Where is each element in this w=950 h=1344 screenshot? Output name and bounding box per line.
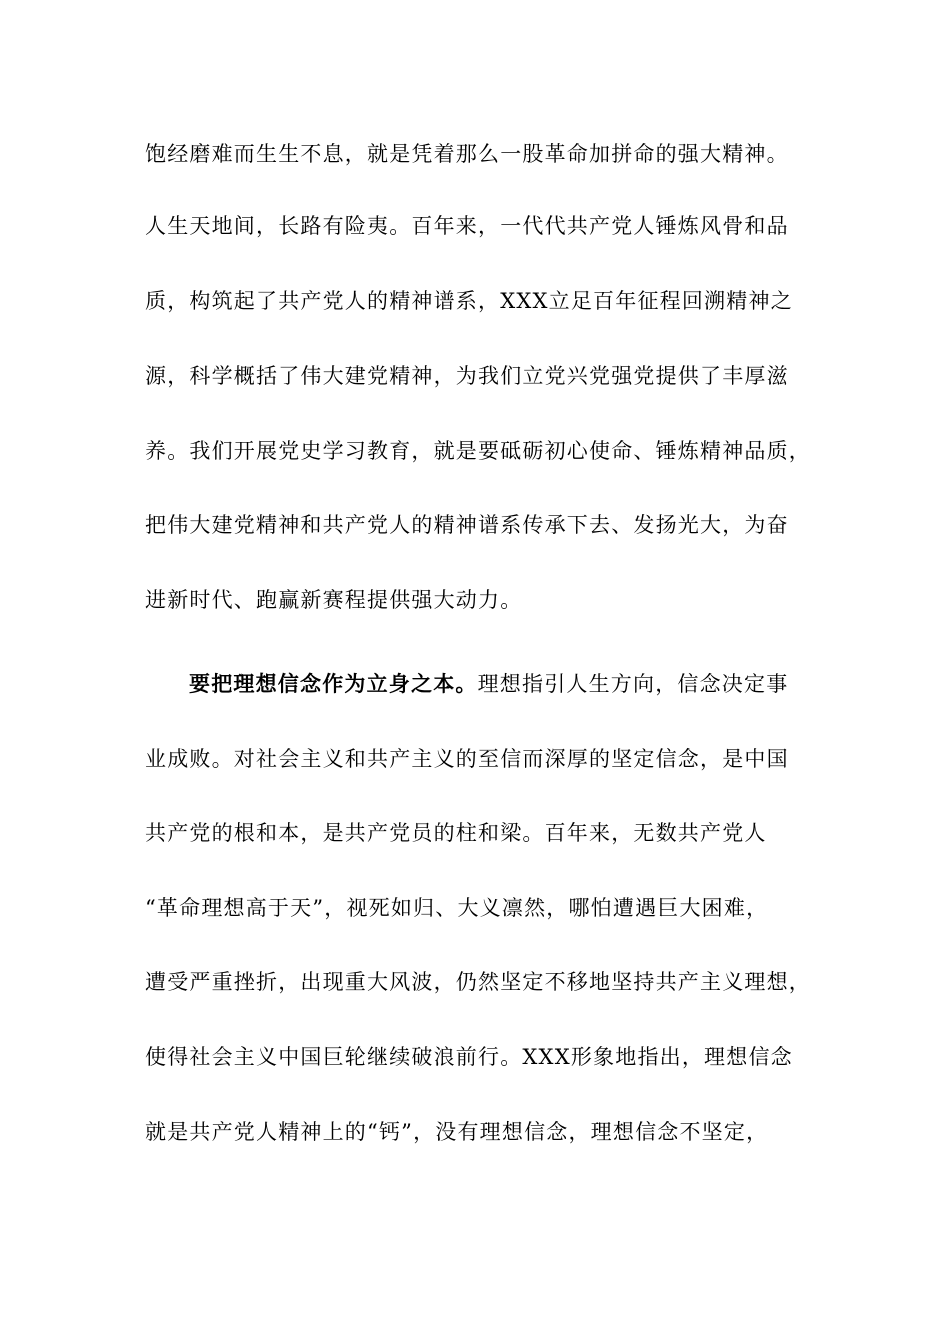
text-line: 进新时代、跑赢新赛程提供强大动力。 [145, 588, 523, 612]
text-line: 使得社会主义中国巨轮继续破浪前行。XXX形象地指出，理想信念 [145, 1045, 793, 1069]
text-line: 质，构筑起了共产党人的精神谱系，XXX立足百年征程回溯精神之 [145, 289, 793, 313]
text-line: 业成败。对社会主义和共产主义的至信而深厚的坚定信念，是中国 [145, 747, 789, 771]
text-line: 源，科学概括了伟大建党精神，为我们立党兴党强党提供了丰厚滋 [145, 364, 789, 388]
text-line: 共产党的根和本，是共产党员的柱和梁。百年来，无数共产党人 [145, 821, 767, 845]
paragraph-first-line [189, 670, 788, 698]
text-line: 就是共产党人精神上的“钙”，没有理想信念，理想信念不坚定， [145, 1120, 769, 1144]
text-line: 把伟大建党精神和共产党人的精神谱系传承下去、发扬光大，为奋 [145, 513, 789, 537]
text-line: 饱经磨难而生生不息，就是凭着那么一股革命加拼命的强大精神。 [145, 142, 789, 166]
text-line: “革命理想高于天”，视死如归、大义凛然，哪怕遭遇巨大困难， [145, 896, 769, 920]
paragraph-text: 理想指引人生方向，信念决定事 [477, 672, 789, 696]
text-line: 遭受严重挫折，出现重大风波，仍然坚定不移地坚持共产主义理想， [145, 970, 811, 994]
text-line: 养。我们开展党史学习教育，就是要砥砺初心使命、锤炼精神品质， [145, 439, 811, 463]
text-line: 人生天地间，长路有险夷。百年来，一代代共产党人锤炼风骨和品 [145, 214, 789, 238]
paragraph-heading: 要把理想信念作为立身之本。 [189, 671, 478, 696]
